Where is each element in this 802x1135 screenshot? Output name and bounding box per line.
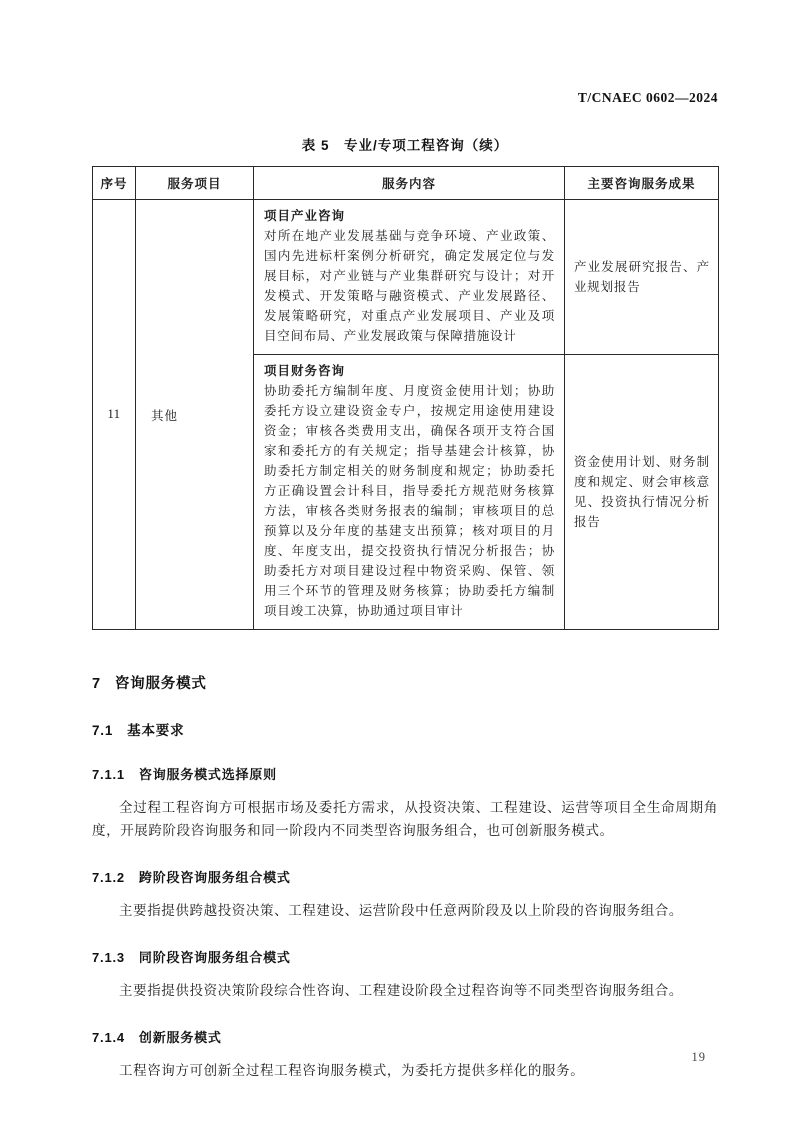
column-header-service-item: 服务项目 [136,167,254,200]
section-heading-7-1-3 [92,947,718,966]
section-number: 7.1 [92,723,114,738]
paragraph-7-1-1: 全过程工程咨询方可根据市场及委托方需求，从投资决策、工程建设、运营等项目全生命周期角度，开展跨阶段咨询服务和同一阶段内不同类型咨询服务组合，也可创新服务模式。 [92,800,718,838]
section-heading-7-1 [92,719,718,739]
content-body: 对所在地产业发展基础与竞争环境、产业政策、国内先进标杆案例分析研究，确定发展定位与发展目标，对产业链与产业集群研究与设计；对开发模式、开发策略与融资模式、产业发展路径、发展策略研究，对重点产业发展项目、产业及项目空间布局、产业发展政策与保障措施设计 [264,229,555,343]
content-body: 协助委托方编制年度、月度资金使用计划；协助委托方设立建设资金专户，按规定用途使用建设资金；审核各类费用支出，确保各项开支符合国家和委托方的有关规定；指导基建会计核算，协助委托方制定相关的财务制度和规定；协助委托方正确设置会计科目，指导委托方规范财务核算方法，审核各类财务报表的编制；审核项目的总预算以及分年度的基建支出预算；核对项目的月度、年度支出，提交投资执行情况分析报告；协助委托方对项目建设过程中物资采购、保管、领用三个环节的管理及财务核算；协助委托方编制项目竣工决算，协助通过项目审计 [264,384,555,618]
section-title: 同阶段咨询服务组合模式 [138,950,291,965]
section-number: 7.1.3 [92,950,125,965]
result-cell-industry: 产业发展研究报告、产业规划报告 [565,200,719,355]
table-header-row [93,167,719,200]
consulting-services-table [92,166,719,630]
service-item-cell: 其他 [136,200,254,630]
paragraph-7-1-4: 工程咨询方可创新全过程工程咨询服务模式，为委托方提供多样化的服务。 [119,1063,585,1078]
service-content-cell-industry [254,200,565,355]
content-subtitle: 项目财务咨询 [264,364,346,378]
column-header-service-content: 服务内容 [254,167,565,200]
column-header-main-results: 主要咨询服务成果 [565,167,719,200]
section-title: 咨询服务模式 [114,676,207,692]
table-row [93,200,719,355]
section-heading-7 [92,672,718,693]
paragraph-7-1-3: 主要指提供投资决策阶段综合性咨询、工程建设阶段全过程咨询等不同类型咨询服务组合。 [119,983,683,998]
page-number: 19 [691,1050,706,1064]
section-title: 创新服务模式 [138,1030,222,1045]
section-title: 跨阶段咨询服务组合模式 [138,870,291,885]
content-subtitle: 项目产业咨询 [264,209,346,223]
column-header-index: 序号 [93,167,136,200]
section-number: 7 [92,676,101,692]
section-heading-7-1-2 [92,867,718,886]
paragraph-7-1-2: 主要指提供跨越投资决策、工程建设、运营阶段中任意两阶段及以上阶段的咨询服务组合。 [119,903,683,918]
section-number: 7.1.4 [92,1030,125,1045]
table-title: 表 5 专业/专项工程咨询（续） [301,138,509,153]
service-content-cell-finance [254,355,565,630]
section-heading-7-1-1 [92,764,718,783]
standard-number-header: T/CNAEC 0602—2024 [577,90,718,105]
section-number: 7.1.2 [92,870,125,885]
page-content [92,0,718,1082]
row-index-cell: 11 [93,200,136,630]
section-heading-7-1-4 [92,1027,718,1046]
result-cell-finance: 资金使用计划、财务制度和规定、财会审核意见、投资执行情况分析报告 [565,355,719,630]
section-title: 咨询服务模式选择原则 [138,767,277,782]
section-title: 基本要求 [127,723,185,738]
section-number: 7.1.1 [92,767,125,782]
